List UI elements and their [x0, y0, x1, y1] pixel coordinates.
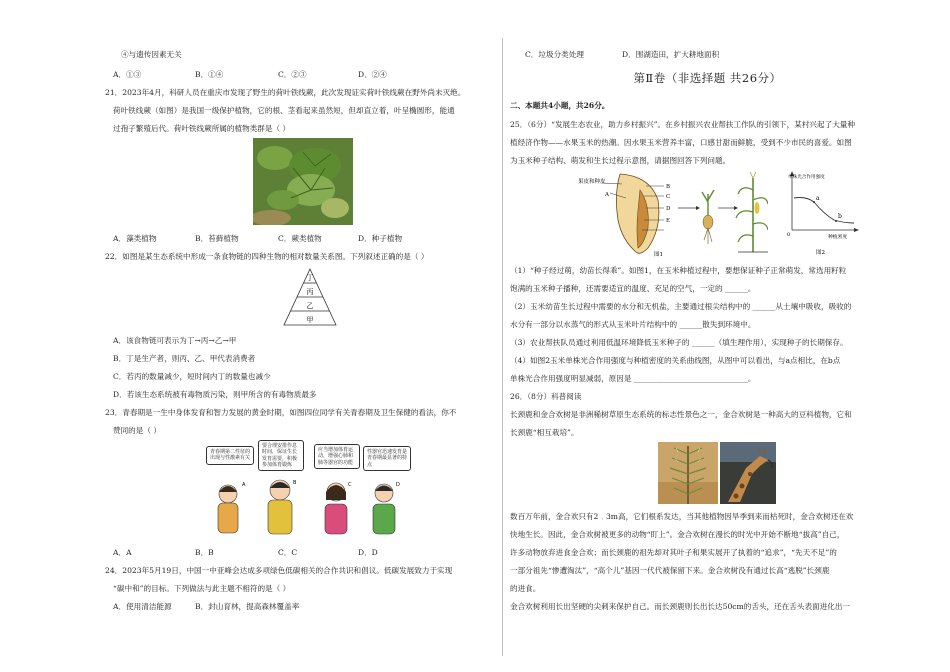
q21-option-d[interactable]: D．种子植物 [358, 234, 403, 243]
fig2-xlabel: 种植密度 [828, 235, 848, 240]
column-divider [502, 38, 503, 656]
q20-option-b[interactable]: B．①④ [195, 70, 224, 79]
q24-option-c[interactable]: C．垃圾分类处理 [525, 50, 584, 59]
acacia-photo [658, 442, 718, 504]
q23-option-a[interactable]: A．A [113, 548, 132, 557]
q23-option-b[interactable]: B．B [195, 548, 214, 557]
pyramid-label-ding: 丁 [306, 274, 314, 282]
student-label-b: B [293, 480, 297, 486]
left-column [105, 0, 508, 672]
fig1-label-e: E [666, 218, 671, 224]
q24-line-2: “碳中和”的目标。下列做法与此主题不相符的是（ ） [113, 584, 291, 593]
fig2-point-a: a [816, 195, 820, 202]
q25-part1-line2: 饱满的玉米种子播种，还需要适宜的温度、充足的空气，一定的 ______。 [510, 284, 756, 293]
q26-para-line4: 一部分祖先“惨遭淘汰”，“高个儿”基因一代代被保留下来。金合欢树没有通过长高“逃脱”长颈鹿 [510, 566, 830, 575]
bubble-a: 青春期第二性征的出现与性激素有关 [206, 446, 254, 465]
fig1-caption: 图1 [654, 252, 663, 258]
student-label-d: D [396, 482, 400, 488]
q24-option-b[interactable]: B．封山育林，提高森林覆盖率 [195, 602, 300, 611]
fig1-label-b: B [666, 184, 671, 190]
pyramid-label-bing: 丙 [306, 288, 314, 296]
q20-option-d[interactable]: D．②④ [358, 70, 387, 79]
q22-option-d[interactable]: D．若该生态系统被有毒物质污染，则甲所含的有毒物质最多 [113, 390, 317, 399]
q23-option-d[interactable]: D．D [358, 548, 378, 557]
fig2-origin: 0 [787, 232, 791, 238]
q20-item-4: ④与遗传因素无关 [121, 50, 182, 59]
q25-part2-line1: （2）玉米幼苗生长过程中需要的水分和无机盐，主要通过根尖结构中的 ______从土壤中吸收，吸收的 [510, 302, 852, 311]
q25-line-1: 25．（6分）“发展生态农业，助力乡村振兴”。在乡村振兴农业帮扶工作队的引领下，某村兴起了大量种 [510, 120, 855, 129]
corn-seed-figure [578, 170, 768, 258]
students-figure [198, 440, 413, 540]
q21-line-1: 21．2023年4月，科研人员在重庆市发现了野生的荷叶铁线蕨，此次发现证实荷叶铁线蕨在野外尚未灭绝。 [105, 88, 466, 97]
density-curve-figure [772, 170, 860, 258]
student-label-a: A [242, 482, 246, 488]
q24-option-a[interactable]: A．使用清洁能源 [113, 602, 172, 611]
fern-photo [253, 138, 353, 225]
q25-line-3: 为玉米种子结构、萌发和生长过程示意图，请据图回答下列问题。 [510, 156, 731, 165]
q26-para-line1: 数百万年前，金合欢只有2﹒3m高，它们根系发达，当其他植物因旱季到来而枯死时，金合欢树还在欢 [510, 512, 854, 521]
section-subtitle: 二、本题共4小题，共26分。 [510, 101, 610, 110]
pyramid-label-jia: 甲 [306, 316, 314, 324]
q21-line-2: 荷叶铁线蕨（如图）是我国一级保护植物，它的根、茎看起来虽然短，但却直立着，叶呈椭圆形，能通 [113, 106, 455, 115]
fig2-ylabel: 单株光合作用强度 [788, 175, 825, 180]
q21-option-c[interactable]: C．蕨类植物 [278, 234, 322, 243]
q22-option-b[interactable]: B．丁是生产者，则丙、乙、甲代表消费者 [113, 354, 256, 363]
giraffe-photo [720, 442, 776, 504]
bubble-d: 性器官迅速发育是青春期最显著的特点 [363, 446, 411, 471]
q26-intro-line1: 长颈鹿和金合欢树是非洲稀树草原生态系统的标志性景色之一，金合欢树是一种高大的豆科植物，它和 [510, 410, 852, 419]
q26-para-line2: 快地生长。因此，金合欢树被更多的动物“盯上”。金合欢树在漫长的时光中开始不断地“拔高”自己， [510, 530, 845, 539]
bubble-b: 要合理安排作息时间，保证生长发育需要，积极参加体育锻炼 [258, 440, 304, 471]
q22-option-a[interactable]: A．该食物链可表示为丁→丙→乙→甲 [113, 336, 237, 345]
q25-part4-line2: 单株光合作用强度明显减弱，原因是 ______________________________。 [510, 374, 756, 383]
q26-para-line6: 金合欢树利用长出坚硬的尖刺来保护自己。而长颈鹿则长出长达50cm的舌头，还在舌头表面进化出一 [510, 602, 851, 611]
section-title: 第Ⅱ卷（非选择题 共26分） [633, 71, 782, 85]
q25-part4-line1: （4）如图2玉米单株光合作用强度与种植密度的关系曲线图，从图中可以看出，与a点相比，在b点 [510, 356, 841, 365]
q23-option-c[interactable]: C．C [278, 548, 298, 557]
student-label-c: C [348, 482, 352, 488]
q25-line-2: 植经济作物——水果玉米的热潮。因水果玉米营养丰富，口感甘甜而鲜脆，受到不少市民的喜爱。如图 [510, 138, 852, 147]
q25-part3: （3）农业帮扶队员通过利用低温环境降低玉米种子的 ______（填生理作用），实现种子的长期保存。 [510, 338, 848, 347]
fig2-caption: 图2 [816, 250, 825, 256]
q25-part2-line2: 水分有一部分以水蒸气的形式从玉米叶片结构中的 ______散失到环境中。 [510, 320, 756, 329]
right-column [510, 0, 905, 672]
fig1-label-c: C [666, 194, 671, 200]
q23-line-2: 赞同的是（ ） [113, 426, 161, 435]
q22-stem: 22．如图是某生态系统中形成一条食物链的四种生物的相对数量关系图。下列叙述正确的是（ ） [105, 252, 429, 261]
q22-option-c[interactable]: C．若丙的数量减少，短时间内丁的数量也减少 [113, 372, 271, 381]
fig1-label-d: D [666, 206, 671, 212]
q20-option-a[interactable]: A．①③ [113, 70, 142, 79]
q26-head: 26．（8分）科普阅读 [510, 392, 582, 401]
food-chain-pyramid [283, 268, 337, 326]
q24-line-1: 24．2023年5月19日，中国一中亚峰会达成多项绿色低碳相关的合作共识和倡议。低碳发展致力于实现 [105, 566, 453, 575]
fig2-point-b: b [838, 213, 842, 220]
q21-line-3: 过孢子繁殖后代。荷叶铁线蕨所属的植物类群是（ ） [113, 124, 291, 133]
q21-option-a[interactable]: A．藻类植物 [113, 234, 157, 243]
q26-intro-line2: 长颈鹿“相互栽培”。 [510, 428, 579, 437]
fig1-label-a: A [605, 192, 609, 198]
q21-option-b[interactable]: B．苔藓植物 [195, 234, 239, 243]
q23-line-1: 23．青春期是一生中身体发育和智力发展的黄金时期，如图四位同学有关青春期及卫生保健的看法，你不 [105, 408, 457, 417]
students-drawing [198, 478, 413, 540]
bubble-c: 应当增加体育运动，增强心肺和肺等器官的功能 [314, 444, 360, 469]
pyramid-label-yi: 乙 [306, 302, 314, 310]
q24-option-d[interactable]: D．围湖造田，扩大耕地面积 [622, 50, 720, 59]
q25-part1-line1: （1）“种子经过萌，幼苗长得乖”。如图1，在玉米种植过程中，要想保证种子正常萌发，常选用籽粒 [510, 266, 847, 275]
q26-para-line5: 的进食。 [510, 584, 541, 593]
q20-option-c[interactable]: C．②③ [278, 70, 307, 79]
fig1-label-pericarp: 果皮和种皮 [578, 179, 606, 185]
q26-para-line3: 许多动物放弃进食金合欢；而长颈鹿的祖先却对其叶子和果实展开了执着的“追求”，“先天不足”的 [510, 548, 837, 557]
